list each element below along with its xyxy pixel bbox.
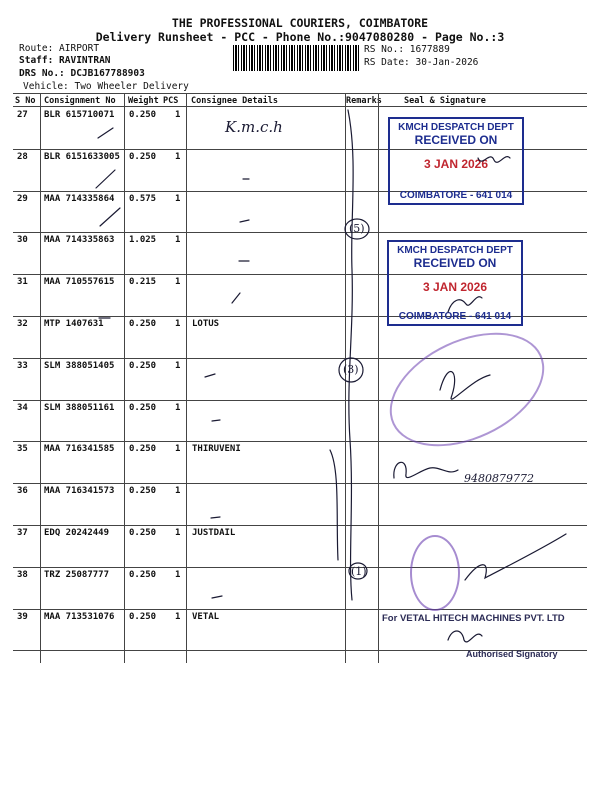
row-pcs: 1 xyxy=(175,193,181,204)
kmch-stamp-line3: COIMBATORE - 641 014 xyxy=(398,311,512,322)
row-consignment-no: BLR 615710071 xyxy=(44,110,115,120)
row-consignment-no: BLR 6151633005 xyxy=(44,151,120,162)
row-consignee: VETAL xyxy=(192,611,220,622)
row-sno: 39 xyxy=(17,611,28,622)
row-weight: 0.250 xyxy=(129,319,157,329)
kmch-stamp-date: 3 JAN 2026 xyxy=(422,280,488,294)
row-weight: 1.025 xyxy=(129,235,157,246)
remarks-brace xyxy=(330,450,338,560)
row-sno: 31 xyxy=(17,277,28,288)
row-weight: 0.250 xyxy=(129,444,157,455)
remark-circle xyxy=(339,358,363,382)
company-title: THE PROFESSIONAL COURIERS, COIMBATORE xyxy=(171,16,429,30)
signature xyxy=(394,462,458,478)
vetal-stamp-line1: For VETAL HITECH MACHINES PVT. LTD xyxy=(382,613,565,624)
row-weight: 0.575 xyxy=(129,193,157,204)
row-consignment-no: MAA 714335863 xyxy=(44,235,115,246)
handwritten-kmch: K.m.c.h xyxy=(225,118,283,136)
col-consignment: Consignment No xyxy=(44,96,116,106)
row-pcs: 1 xyxy=(175,528,181,538)
row-pcs: 1 xyxy=(175,402,181,413)
remark-circled: (1) xyxy=(351,565,367,578)
dash-mark xyxy=(212,420,220,421)
row-consignment-no: SLM 388051405 xyxy=(44,360,115,371)
row-pcs: 1 xyxy=(175,319,181,329)
signature xyxy=(448,631,482,642)
col-pcs: PCS xyxy=(163,96,179,106)
row-consignee: THIRUVENI xyxy=(192,444,241,455)
row-weight: 0.250 xyxy=(129,402,157,413)
tick-mark xyxy=(98,128,113,138)
dash-mark xyxy=(212,596,222,598)
row-weight: 0.250 xyxy=(129,151,157,162)
tick-mark xyxy=(96,170,115,188)
rs-date: RS Date: 30-Jan-2026 xyxy=(364,57,479,68)
col-weight: Weight xyxy=(128,96,159,106)
row-consignment-no: MTP 1407631 xyxy=(44,319,104,329)
kmch-stamp-line1: KMCH DESPATCH DEPT xyxy=(398,122,514,133)
remark-circled: (5) xyxy=(349,222,365,235)
signature xyxy=(465,534,566,580)
row-sno: 35 xyxy=(17,444,28,455)
remarks-brace xyxy=(348,110,353,600)
row-sno: 36 xyxy=(17,486,28,497)
runsheet-subtitle: Delivery Runsheet - PCC - Phone No.:9047080280 - Page No.:3 xyxy=(95,30,505,44)
kmch-stamp-date: 3 JAN 2026 xyxy=(423,157,489,171)
row-pcs: 1 xyxy=(175,110,181,120)
kmch-stamp-line1: KMCH DESPATCH DEPT xyxy=(397,245,513,256)
tick-mark xyxy=(232,293,240,303)
row-weight: 0.250 xyxy=(129,486,157,497)
row-sno: 28 xyxy=(17,151,28,162)
row-weight: 0.250 xyxy=(129,110,157,120)
dash-mark xyxy=(211,517,220,518)
row-sno: 33 xyxy=(17,360,28,371)
signature xyxy=(448,297,482,312)
route: Route: AIRPORT xyxy=(19,43,100,54)
col-seal-signature: Seal & Signature xyxy=(404,96,486,106)
vehicle: Vehicle: Two Wheeler Delivery xyxy=(23,81,189,92)
row-weight: 0.250 xyxy=(129,611,157,622)
row-pcs: 1 xyxy=(175,444,181,455)
handwritten-phone: 9480879772 xyxy=(464,472,534,485)
row-sno: 32 xyxy=(17,319,28,329)
kmch-stamp-line2: RECEIVED ON xyxy=(413,256,497,270)
row-pcs: 1 xyxy=(175,569,181,580)
col-remarks: Remarks xyxy=(346,96,382,106)
row-consignment-no: MAA 714335864 xyxy=(44,193,115,204)
row-sno: 38 xyxy=(17,569,28,580)
row-consignment-no: MAA 710557615 xyxy=(44,277,115,288)
row-consignee: JUSTDAIL xyxy=(192,528,236,538)
row-consignment-no: MAA 716341573 xyxy=(44,486,115,497)
row-pcs: 1 xyxy=(175,611,181,622)
row-sno: 27 xyxy=(17,110,28,120)
row-weight: 0.215 xyxy=(129,277,157,288)
row-pcs: 1 xyxy=(175,235,181,246)
kmch-stamp-line3: COIMBATORE - 641 014 xyxy=(399,190,513,201)
remark-circle xyxy=(345,219,369,239)
signature xyxy=(478,157,510,163)
remark-circle xyxy=(349,563,367,579)
row-pcs: 1 xyxy=(175,277,181,288)
row-weight: 0.250 xyxy=(129,360,157,371)
col-sno: S No xyxy=(15,96,36,106)
vetal-stamp-line2: Authorised Signatory xyxy=(466,649,558,659)
row-consignment-no: MAA 716341585 xyxy=(44,444,115,455)
row-pcs: 1 xyxy=(175,486,181,497)
row-sno: 37 xyxy=(17,528,28,538)
tick-mark xyxy=(100,208,120,226)
staff: Staff: RAVINTRAN xyxy=(19,55,111,66)
row-consignment-no: SLM 388051161 xyxy=(44,402,115,413)
row-sno: 34 xyxy=(17,402,28,413)
row-consignment-no: MAA 713531076 xyxy=(44,611,115,622)
row-weight: 0.250 xyxy=(129,528,157,538)
row-consignment-no: TRZ 25087777 xyxy=(44,569,110,580)
row-sno: 29 xyxy=(17,193,28,204)
row-weight: 0.250 xyxy=(129,569,157,580)
col-consignee: Consignee Details xyxy=(191,96,278,106)
row-pcs: 1 xyxy=(175,151,181,162)
row-sno: 30 xyxy=(17,235,28,246)
remark-circled: (3) xyxy=(343,363,359,376)
row-pcs: 1 xyxy=(175,360,181,371)
dash-mark xyxy=(205,374,215,377)
kmch-stamp-line2: RECEIVED ON xyxy=(414,133,498,147)
row-consignment-no: EDQ 20242449 xyxy=(44,528,110,538)
dash-mark xyxy=(240,220,249,222)
drs-number: DRS No.: DCJB167788903 xyxy=(19,68,145,79)
row-consignee: LOTUS xyxy=(192,319,220,329)
signature xyxy=(440,371,490,399)
rs-number: RS No.: 1677889 xyxy=(364,44,450,55)
